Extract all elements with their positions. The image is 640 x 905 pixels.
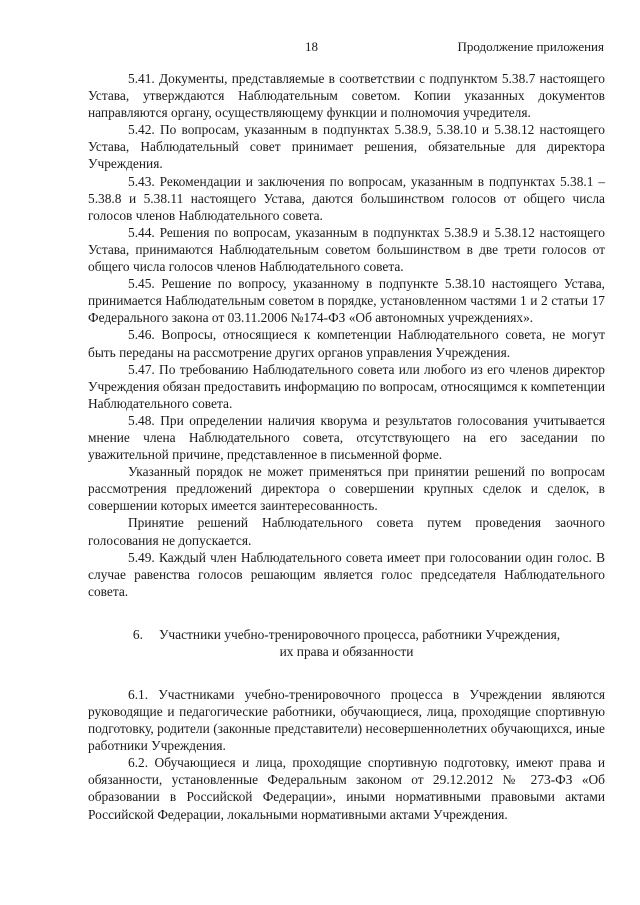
section-6-title-line1: Участники учебно-тренировочного процесса, работники Учреждения, <box>158 626 561 642</box>
paragraph-5-48: 5.48. При определении наличия кворума и результатов голосования учитывается мнение члена Наблюдательного совета, отсутствующего на его заседании по уважительной причине, представленное в письменной форме. <box>88 412 605 463</box>
paragraph-5-45: 5.45. Решение по вопросу, указанному в подпункте 5.38.10 настоящего Устава, принимается Наблюдательным советом в порядке, установленном частями 1 и 2 статьи 17 Федерального закона от 03.11.2006 №174-ФЗ «Об автономных учреждениях». <box>88 276 605 326</box>
section-6-number: 6. <box>132 626 143 642</box>
paragraph-5-47: 5.47. По требованию Наблюдательного совета или любого из его членов директор Учреждения обязан предоставить информацию по вопросам, относящимся к компетенции Наблюдательного совета. <box>88 361 605 411</box>
paragraph-5-42: 5.42. По вопросам, указанным в подпунктах 5.38.9, 5.38.10 и 5.38.12 настоящего Устава, Наблюдательный совет принимает решения, обязательные для директора Учреждения. <box>88 122 605 172</box>
document-body <box>88 70 605 823</box>
page-header <box>0 39 640 59</box>
paragraph-5-44: 5.44. Решения по вопросам, указанным в подпунктах 5.38.9 и 5.38.12 настоящего Устава, принимаются Наблюдательным советом большинством в две трети голосов от общего числа голосов членов Наблюдательного совета. <box>88 224 605 275</box>
paragraph-5-41: 5.41. Документы, представляемые в соответствии с подпунктом 5.38.7 настоящего Устава, утверждаются Наблюдательным советом. Копии указанных документов направляются органу, осуществляющему функции и полномочия учредителя. <box>88 71 605 121</box>
paragraph-6-1: 6.1. Участниками учебно-тренировочного процесса в Учреждении являются руководящие и педагогические работники, обучающиеся, лица, проходящие спортивную подготовку, родители (законные представители) несовершеннолетних обучающихся, иные работники Учреждения. <box>88 686 605 754</box>
paragraph-5-43: 5.43. Рекомендации и заключения по вопросам, указанным в подпунктах 5.38.1 – 5.38.8 и 5.38.11 настоящего Устава, даются большинством голосов от общего числа голосов членов Наблюдательного совета. <box>88 173 605 223</box>
page-number: 18 <box>305 39 318 54</box>
paragraph-5-46: 5.46. Вопросы, относящиеся к компетенции Наблюдательного совета, не могут быть переданы на рассмотрение других органов управления Учреждения. <box>88 327 605 360</box>
paragraph-procedure-note: Указанный порядок не может применяться при принятии решений по вопросам рассмотрения предложений директора о совершении крупных сделок и сделок, в совершении которых имеется заинтересованность. <box>88 464 605 514</box>
appendix-continuation-note: Продолжение приложения <box>457 39 604 54</box>
paragraph-5-49: 5.49. Каждый член Наблюдательного совета имеет при голосовании один голос. В случае равенства голосов решающим является голос председателя Наблюдательного совета. <box>88 549 605 599</box>
section-6-heading <box>88 626 605 660</box>
section-6-title-line2: их права и обязанности <box>279 643 414 659</box>
paragraph-6-2: 6.2. Обучающиеся и лица, проходящие спортивную подготовку, имеют права и обязанности, установленные Федеральным законом от 29.12.2012 № 273-ФЗ «Об образовании в Российской Федерации», иными нормативными правовыми актами Российской Федерации, локальными нормативными актами Учреждения. <box>88 755 605 822</box>
paragraph-absentee-voting: Принятие решений Наблюдательного совета путем проведения заочного голосования не допускается. <box>88 515 605 548</box>
